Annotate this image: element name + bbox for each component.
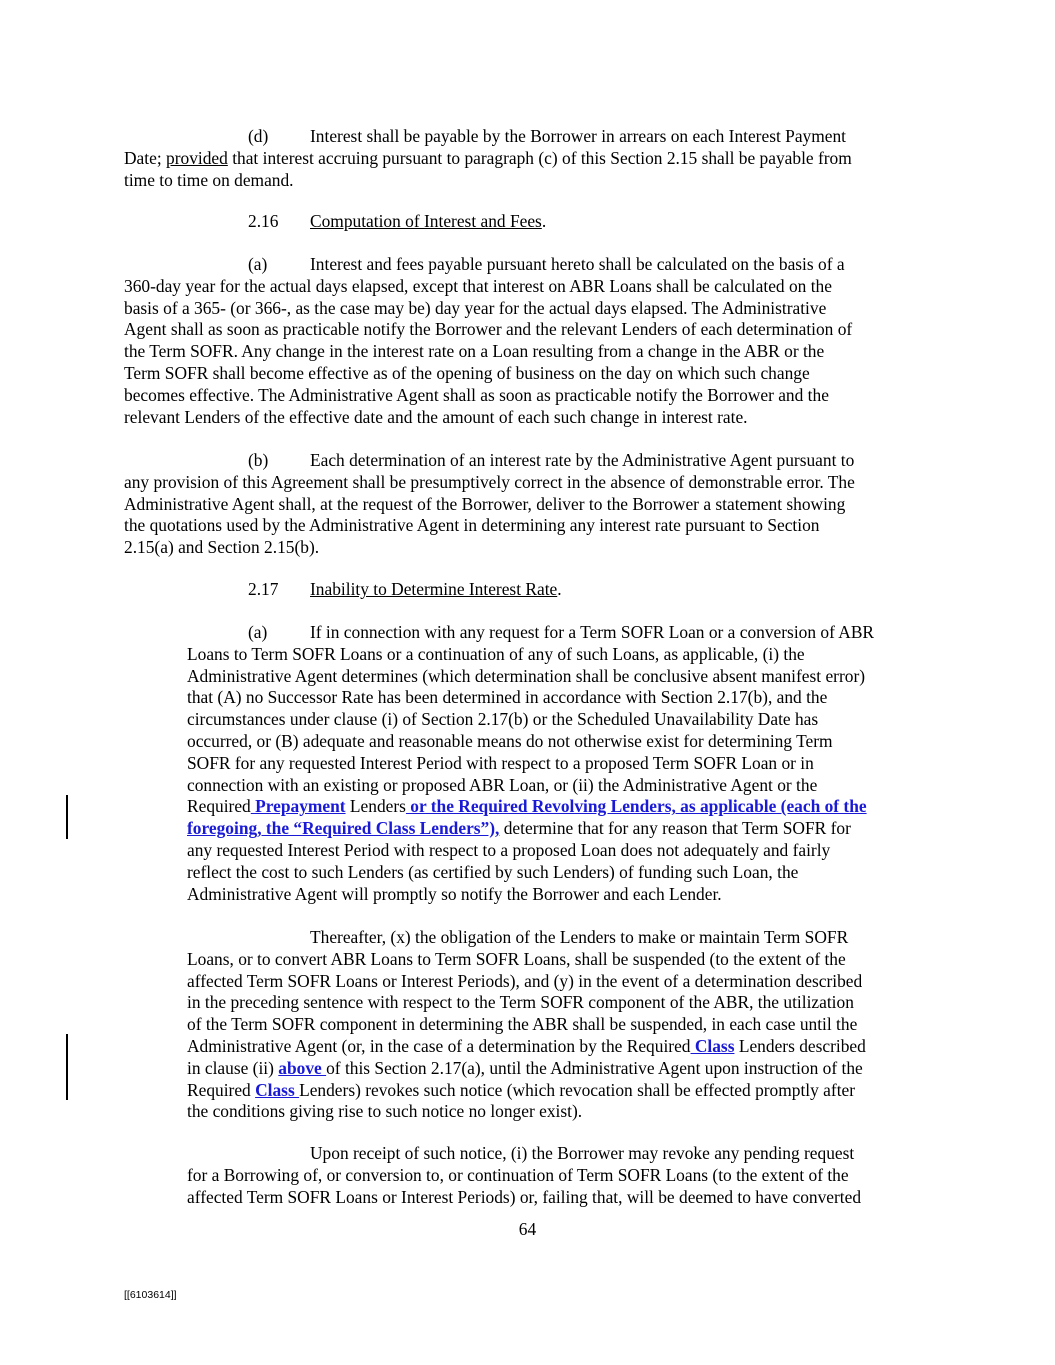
text-fragment: Date; — [124, 147, 167, 168]
text-line: time to time on demand. — [124, 169, 294, 190]
text-line: Thereafter, (x) the obligation of the Lenders to make or maintain Term SOFR — [310, 927, 849, 947]
clause-label: (d) — [248, 126, 269, 146]
text-fragment: that interest accruing pursuant to paragraph (c) of this Section 2.15 shall be payable from — [227, 147, 852, 168]
text-line: Administrative Agent shall, at the request of the Borrower, deliver to the Borrower a statement showing — [124, 493, 846, 514]
inserted-text: Class — [255, 1079, 300, 1100]
text-line: affected Term SOFR Loans or Interest Periods), and (y) in the event of a determination described — [187, 970, 863, 991]
text-line: of the Term SOFR component in determining the ABR shall be suspended, in each case until the — [187, 1014, 858, 1035]
text-line: connection with an existing or proposed ABR Loan, or (ii) the Administrative Agent or the — [187, 774, 818, 795]
section-number: 2.16 — [248, 211, 279, 231]
paragraph-2-16-b — [124, 450, 855, 559]
section-title: Inability to Determine Interest Rate — [310, 579, 558, 599]
text-line: the conditions giving rise to such notice no longer exist). — [187, 1101, 583, 1122]
text-line: that (A) no Successor Rate has been determined in accordance with Section 2.17(b), and the — [187, 687, 828, 708]
change-bar — [66, 1034, 68, 1100]
document-id-footer: [[6103614]] — [124, 1289, 177, 1301]
text-line: any provision of this Agreement shall be presumptively correct in the absence of demonstrable error. The — [124, 471, 855, 492]
text-line: reflect the cost to such Lenders (as certified by such Lenders) of funding such Loan, the — [187, 861, 799, 882]
inserted-text: above — [278, 1057, 327, 1078]
text-fragment: Lenders described — [734, 1035, 866, 1056]
clause-label: (a) — [248, 254, 268, 274]
text-line: Loans to Term SOFR Loans or a continuation of any of such Loans, as applicable, (i) the — [187, 643, 805, 664]
text-line: Agent shall as soon as practicable notify the Borrower and the relevant Lenders of each determination of — [124, 319, 853, 340]
text-line: the Term SOFR. Any change in the interest rate on a Loan resulting from a change in the ABR or the — [124, 341, 825, 362]
text-line: circumstances under clause (i) of Section 2.17(b) or the Scheduled Unavailability Date has — [187, 709, 819, 730]
provided-term: provided — [166, 147, 228, 168]
text-line: Each determination of an interest rate by the Administrative Agent pursuant to — [310, 450, 855, 470]
inserted-text: or the Required Revolving Lenders, as applicable (each of the — [405, 796, 867, 817]
text-fragment: determine that for any reason that Term SOFR for — [499, 818, 851, 839]
paragraph-thereafter — [187, 927, 866, 1123]
text-line: Administrative Agent determines (which determination shall be conclusive absent manifest error) — [187, 665, 866, 686]
change-bar — [66, 795, 68, 839]
text-line: Upon receipt of such notice, (i) the Borrower may revoke any pending request — [310, 1143, 855, 1163]
clause-label: (b) — [248, 450, 269, 470]
paragraph-upon-receipt — [187, 1143, 861, 1208]
section-number: 2.17 — [248, 579, 279, 599]
text-line: Interest shall be payable by the Borrower in arrears on each Interest Payment — [310, 126, 847, 146]
text-fragment: of this Section 2.17(a), until the Administrative Agent upon instruction of the — [326, 1057, 863, 1078]
section-heading-2-17 — [248, 579, 562, 601]
text-line: in the preceding sentence with respect to the Term SOFR component of the ABR, the utilization — [187, 992, 854, 1013]
paragraph-2-15-d — [124, 126, 852, 191]
inserted-text: Class — [690, 1035, 735, 1056]
page-number: 64 — [518, 1219, 537, 1239]
text-fragment: Administrative Agent (or, in the case of a determination by the Required — [187, 1035, 691, 1056]
text-fragment: Required — [187, 1079, 256, 1100]
text-line: becomes effective. The Administrative Agent shall as soon as practicable notify the Borrower and the — [124, 384, 829, 405]
text-fragment: Lenders — [345, 796, 406, 817]
section-heading-2-16 — [248, 211, 546, 233]
text-line: If in connection with any request for a Term SOFR Loan or a conversion of ABR — [310, 622, 875, 642]
text-fragment: in clause (ii) — [187, 1057, 279, 1078]
text-line: 2.15(a) and Section 2.15(b). — [124, 537, 320, 558]
paragraph-2-16-a — [124, 254, 852, 428]
text-line: any requested Interest Period with respect to a proposed Loan does not adequately and fairly — [187, 839, 831, 860]
inserted-text: foregoing, the “Required Class Lenders”), — [187, 818, 500, 839]
text-line: 360-day year for the actual days elapsed, except that interest on ABR Loans shall be calculated on the — [124, 275, 832, 296]
text-line: basis of a 365- (or 366-, as the case may be) day year for the actual days elapsed. The Administrative — [124, 297, 827, 318]
heading-period: . — [557, 579, 562, 599]
text-line: Term SOFR shall become effective as of the opening of business on the day on which such change — [124, 362, 810, 383]
text-line: SOFR for any requested Interest Period with respect to a proposed Term SOFR Loan or in — [187, 752, 814, 773]
text-line: Interest and fees payable pursuant hereto shall be calculated on the basis of a — [310, 254, 845, 274]
inserted-text: Prepayment — [250, 796, 346, 817]
text-line: for a Borrowing of, or conversion to, or continuation of Term SOFR Loans (to the extent of the — [187, 1164, 849, 1185]
paragraph-2-17-a — [187, 622, 874, 905]
text-line: affected Term SOFR Loans or Interest Periods) or, failing that, will be deemed to have converted — [187, 1186, 862, 1207]
text-line: occurred, or (B) adequate and reasonable means do not otherwise exist for determining Term — [187, 730, 833, 751]
text-line: the quotations used by the Administrative Agent in determining any interest rate pursuant to Section — [124, 515, 820, 536]
text-line: relevant Lenders of the effective date and the amount of each such change in interest rate. — [124, 406, 748, 427]
text-fragment: Lenders) revokes such notice (which revocation shall be effected promptly after — [299, 1079, 856, 1100]
text-line: Administrative Agent will promptly so notify the Borrower and each Lender. — [187, 883, 722, 904]
section-title: Computation of Interest and Fees — [310, 211, 542, 231]
text-line: Loans, or to convert ABR Loans to Term SOFR Loans, shall be suspended (to the extent of the — [187, 948, 846, 969]
heading-period: . — [541, 211, 547, 231]
clause-label: (a) — [248, 622, 268, 642]
text-fragment: Required — [187, 796, 251, 817]
